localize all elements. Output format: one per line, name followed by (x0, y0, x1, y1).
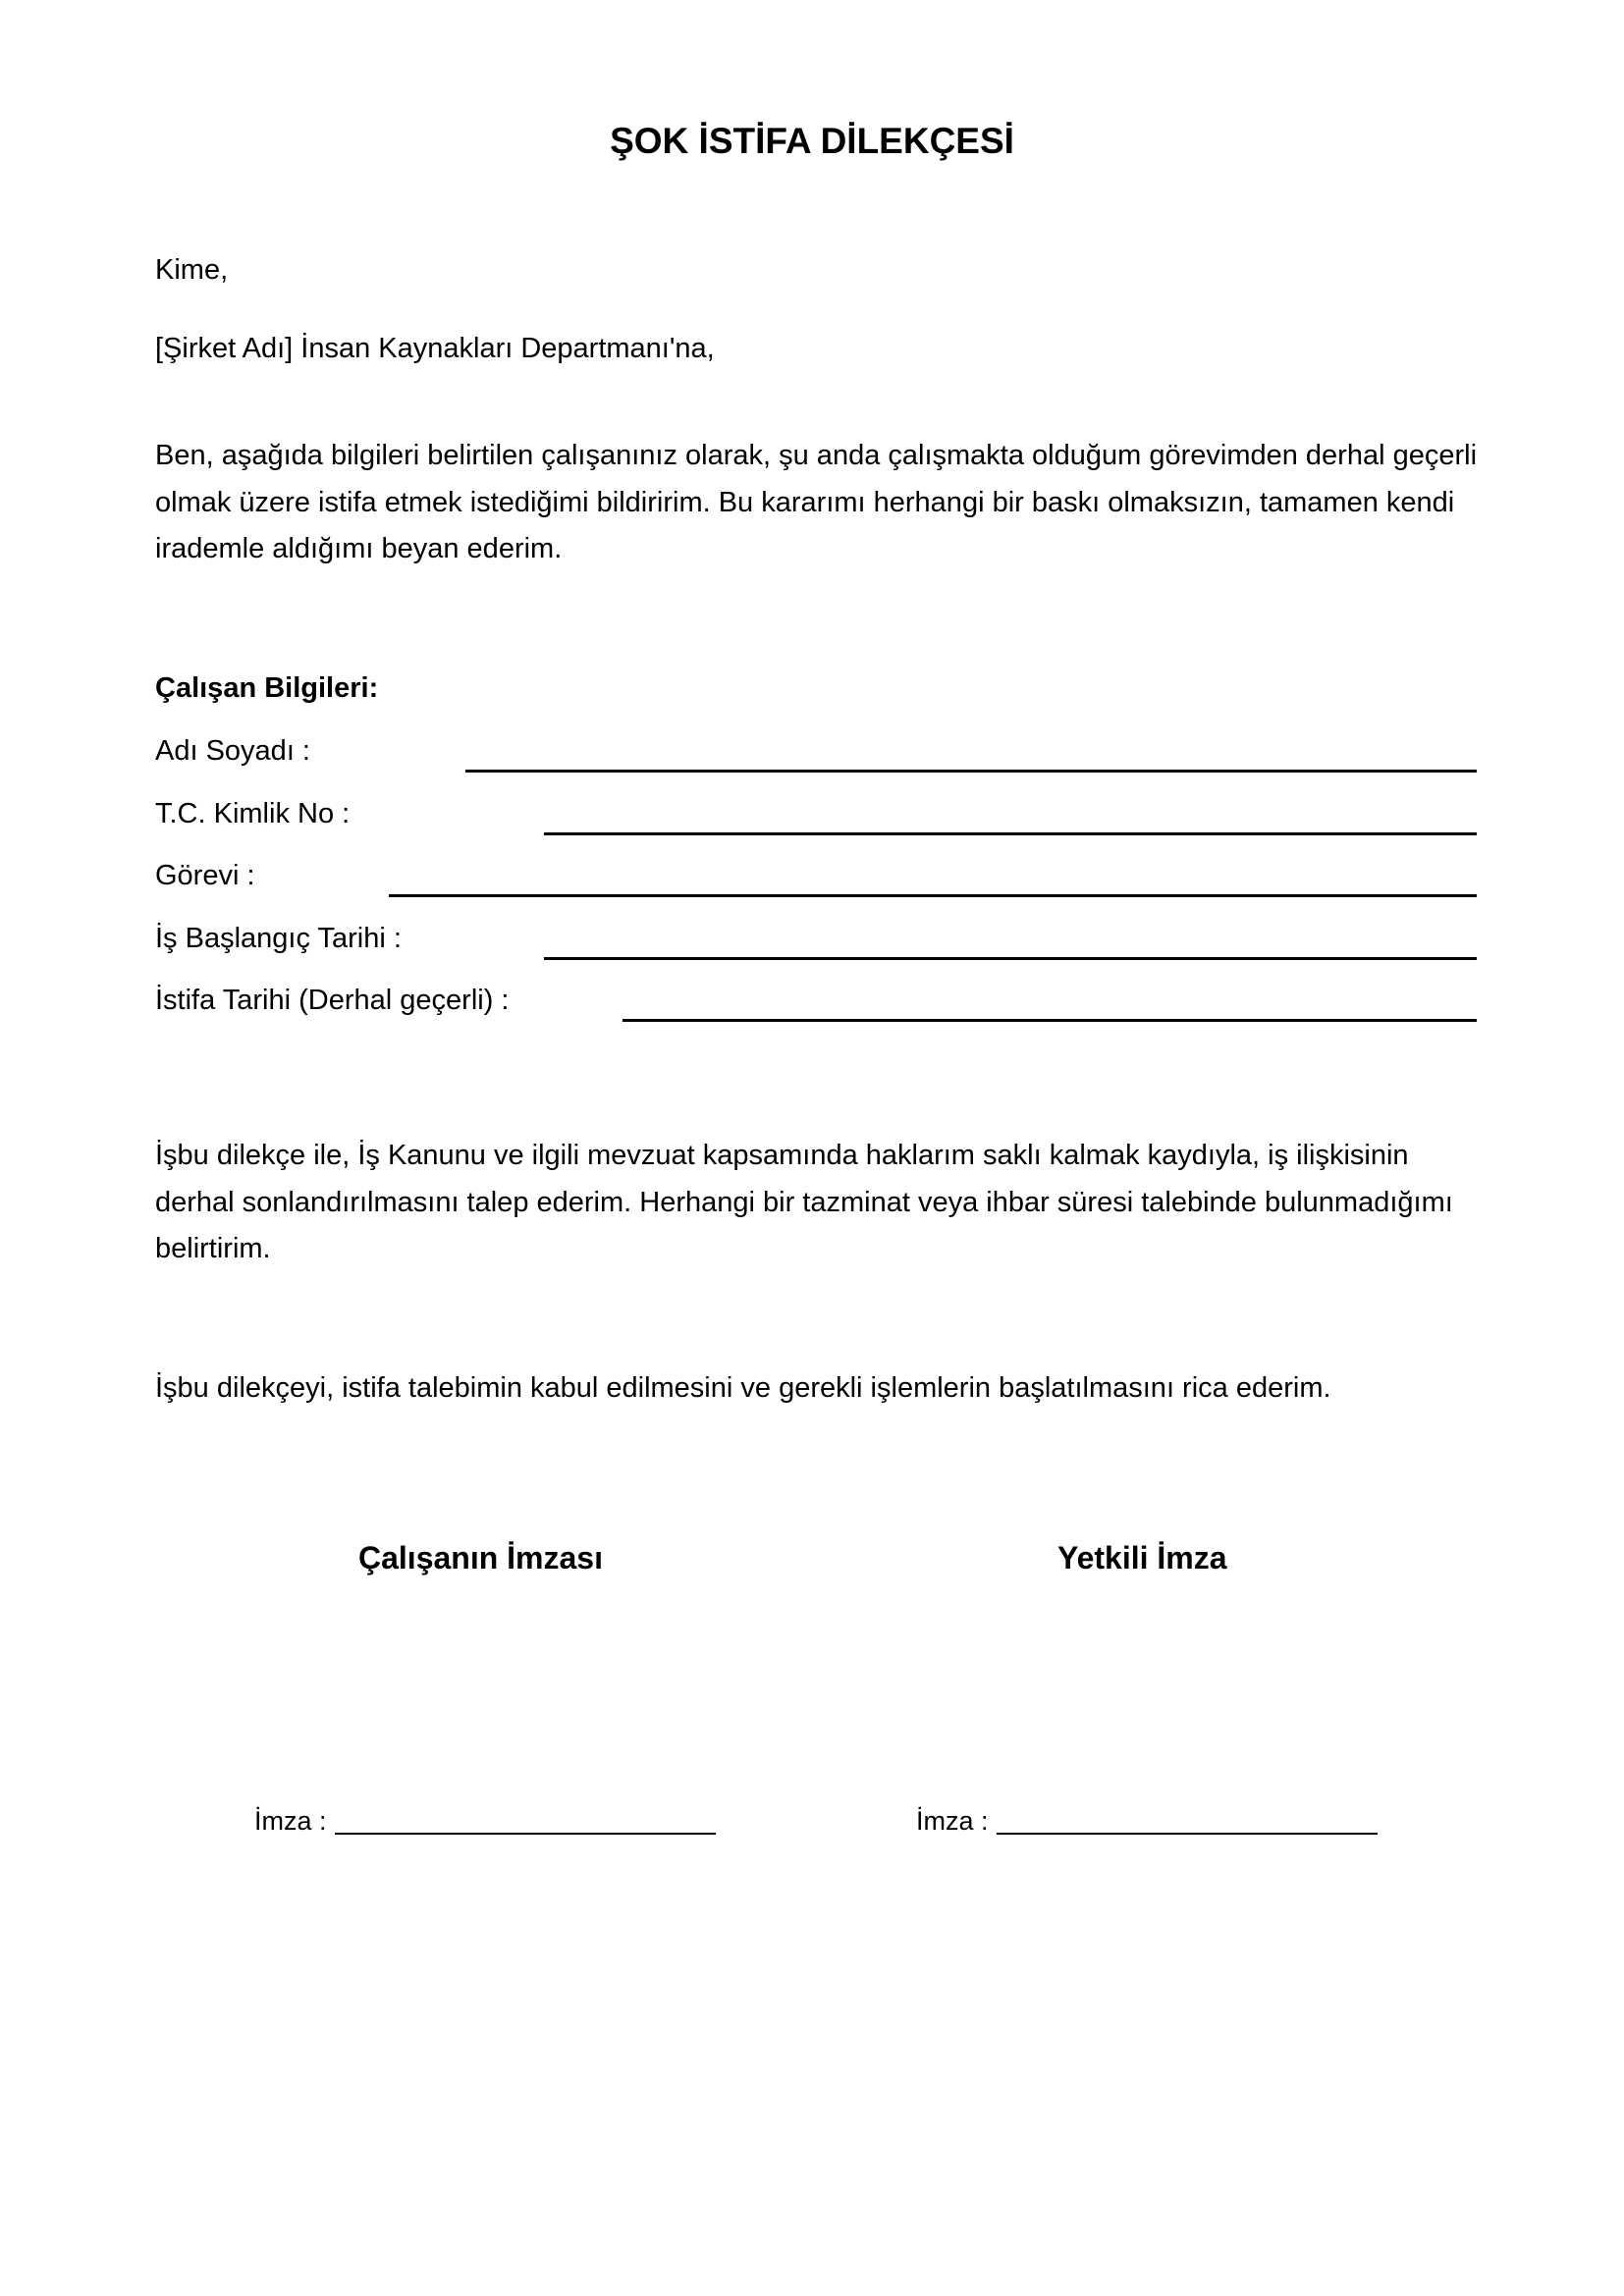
field-start-date[interactable] (155, 916, 1477, 962)
field-resignation-date[interactable] (155, 978, 1477, 1024)
intro-paragraph: Ben, aşağıda bilgileri belirtilen çalışanınız olarak, şu anda çalışmakta olduğum görevimden derhal geçerli olmak üzere istifa etmek istediğimi bildiririm. Bu kararımı herhangi bir baskı olmaksızın, tamamen kendi irademle aldığımı beyan ederim. (155, 440, 1478, 564)
employee-signature-rule[interactable] (335, 1805, 716, 1835)
field-full-name-label: Adı Soyadı : (155, 735, 310, 767)
document-title: ŞOK İSTİFA DİLEKÇESİ (610, 121, 1014, 161)
authorized-signature-rule[interactable] (997, 1805, 1378, 1835)
field-id-number-line[interactable] (544, 832, 1477, 835)
closing-paragraph: İşbu dilekçeyi, istifa talebimin kabul edilmesini ve gerekli işlemlerin başlatılmasını rica ederim. (155, 1372, 1331, 1404)
field-start-date-label: İş Başlangıç Tarihi : (155, 923, 402, 954)
field-full-name-line[interactable] (465, 770, 1477, 773)
field-full-name[interactable] (155, 728, 1477, 774)
field-position-line[interactable] (389, 894, 1477, 897)
employee-section-heading: Çalışan Bilgileri: (155, 672, 379, 704)
salutation: Kime, (155, 254, 229, 286)
rights-paragraph: İşbu dilekçe ile, İş Kanunu ve ilgili mevzuat kapsamında haklarım saklı kalmak kaydıyla, iş ilişkisinin derhal sonlandırılmasını talep ederim. Herhangi bir tazminat veya ihbar süresi talebinde bulunmadığımı belirtirim. (155, 1140, 1453, 1264)
field-start-date-line[interactable] (544, 957, 1477, 960)
recipient-line: [Şirket Adı] İnsan Kaynakları Departmanı'na, (155, 333, 715, 364)
authorized-signature-heading: Yetkili İmza (1057, 1540, 1227, 1575)
authorized-signature-line[interactable] (916, 1801, 1378, 1841)
field-position-label: Görevi : (155, 860, 255, 891)
employee-signature-heading: Çalışanın İmzası (358, 1540, 603, 1575)
field-position[interactable] (155, 853, 1477, 899)
field-id-number-label: T.C. Kimlik No : (155, 798, 351, 829)
employee-signature-line[interactable] (254, 1801, 716, 1841)
authorized-signature-label: İmza : (916, 1806, 989, 1836)
employee-signature-label: İmza : (254, 1806, 327, 1836)
field-resignation-date-line[interactable] (623, 1019, 1477, 1022)
field-resignation-date-label: İstifa Tarihi (Derhal geçerli) : (155, 985, 510, 1016)
field-id-number[interactable] (155, 791, 1477, 837)
